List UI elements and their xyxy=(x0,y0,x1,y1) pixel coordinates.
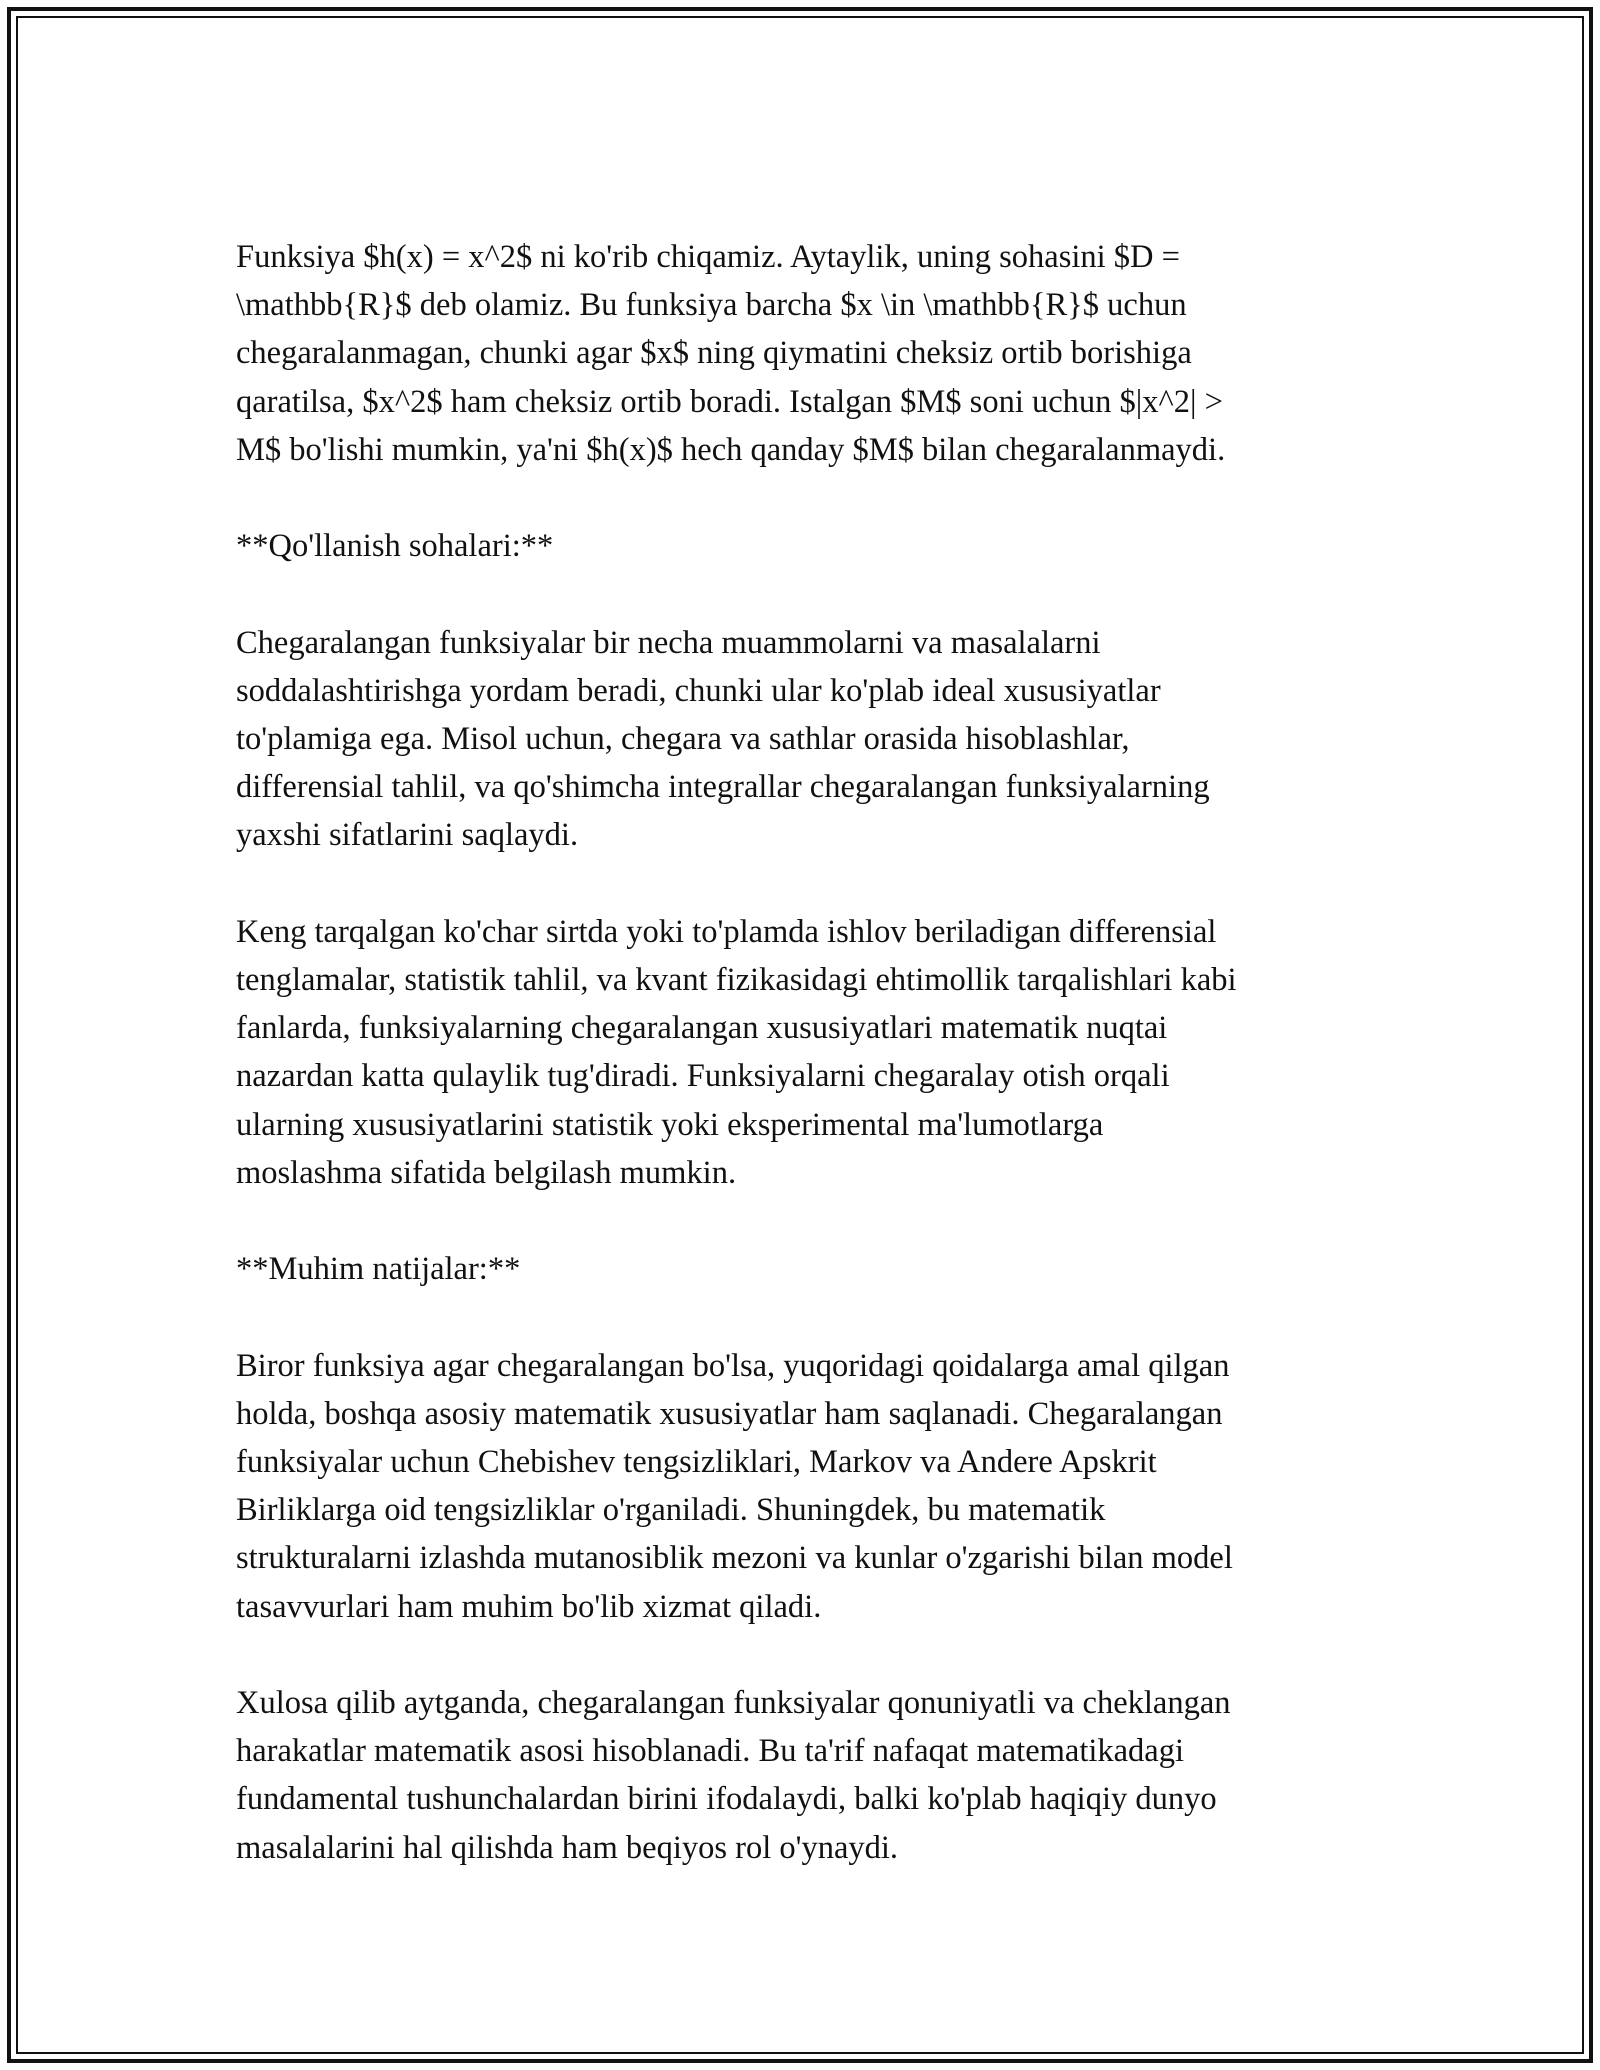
heading-applications: **Qo'llanish sohalari:** xyxy=(236,528,554,565)
heading-results: **Muhim natijalar:** xyxy=(236,1251,521,1288)
paragraph-fields: Keng tarqalgan ko'char sirtda yoki to'plamda ishlov beriladigan differensial tenglamalar, statistik tahlil, va kvant fizikasidagi ehtimollik tarqalishlari kabi fanlarda, funksiyalarning chegaralangan xususiyatlari matematik nuqtai nazardan katta qulaylik tug'diradi. Funksiyalarni chegaralay otish orqali ularning xususiyatlarini statistik yoki eksperimental ma'lumotlarga moslashma sifatida belgilash mumkin. xyxy=(236,913,1237,1191)
paragraph-applications: Chegaralangan funksiyalar bir necha muammolarni va masalalarni soddalashtirishga yordam beradi, chunki ular ko'plab ideal xususiyatlar to'plamiga ega. Misol uchun, chegara va sathlar orasida hisoblashlar, differensial tahlil, va qo'shimcha integrallar chegaralangan funksiyalarning yaxshi sifatlarini saqlaydi. xyxy=(236,624,1210,854)
paragraph-results: Biror funksiya agar chegaralangan bo'lsa, yuqoridagi qoidalarga amal qilgan holda, boshqa asosiy matematik xususiyatlar ham saqlanadi. Chegaralangan funksiyalar uchun Chebishev tengsizliklari, Markov va Andere Apskrit Birliklarga oid tengsizliklar o'rganiladi. Shuningdek, bu matematik strukturalarni izlashda mutanosiblik mezoni va kunlar o'zgarishi bilan model tasavvurlari ham muhim bo'lib xizmat qiladi. xyxy=(236,1347,1233,1625)
paragraph-conclusion: Xulosa qilib aytganda, chegaralangan funksiyalar qonuniyatli va cheklangan harakatlar matematik asosi hisoblanadi. Bu ta'rif nafaqat matematikadagi fundamental tushunchalardan birini ifodalaydi, balki ko'plab haqiqiy dunyo masalalarini hal qilishda ham beqiyos rol o'ynaydi. xyxy=(236,1685,1231,1866)
paragraph-bounded-example: Funksiya $h(x) = x^2$ ni ko'rib chiqamiz. Aytaylik, uning sohasini $D = \mathbb{R}$ deb olamiz. Bu funksiya barcha $x \in \mathbb{R}$ uchun chegaralanmagan, chunki agar $x$ ning qiymatini cheksiz ortib borishiga qaratilsa, $x^2$ ham cheksiz ortib boradi. Istalgan $M$ soni uchun $|x^2| > M$ bo'lishi mumkin, ya'ni $h(x)$ hech qanday $M$ bilan chegaralanmaydi. xyxy=(236,239,1226,468)
document-body xyxy=(236,233,1366,1920)
